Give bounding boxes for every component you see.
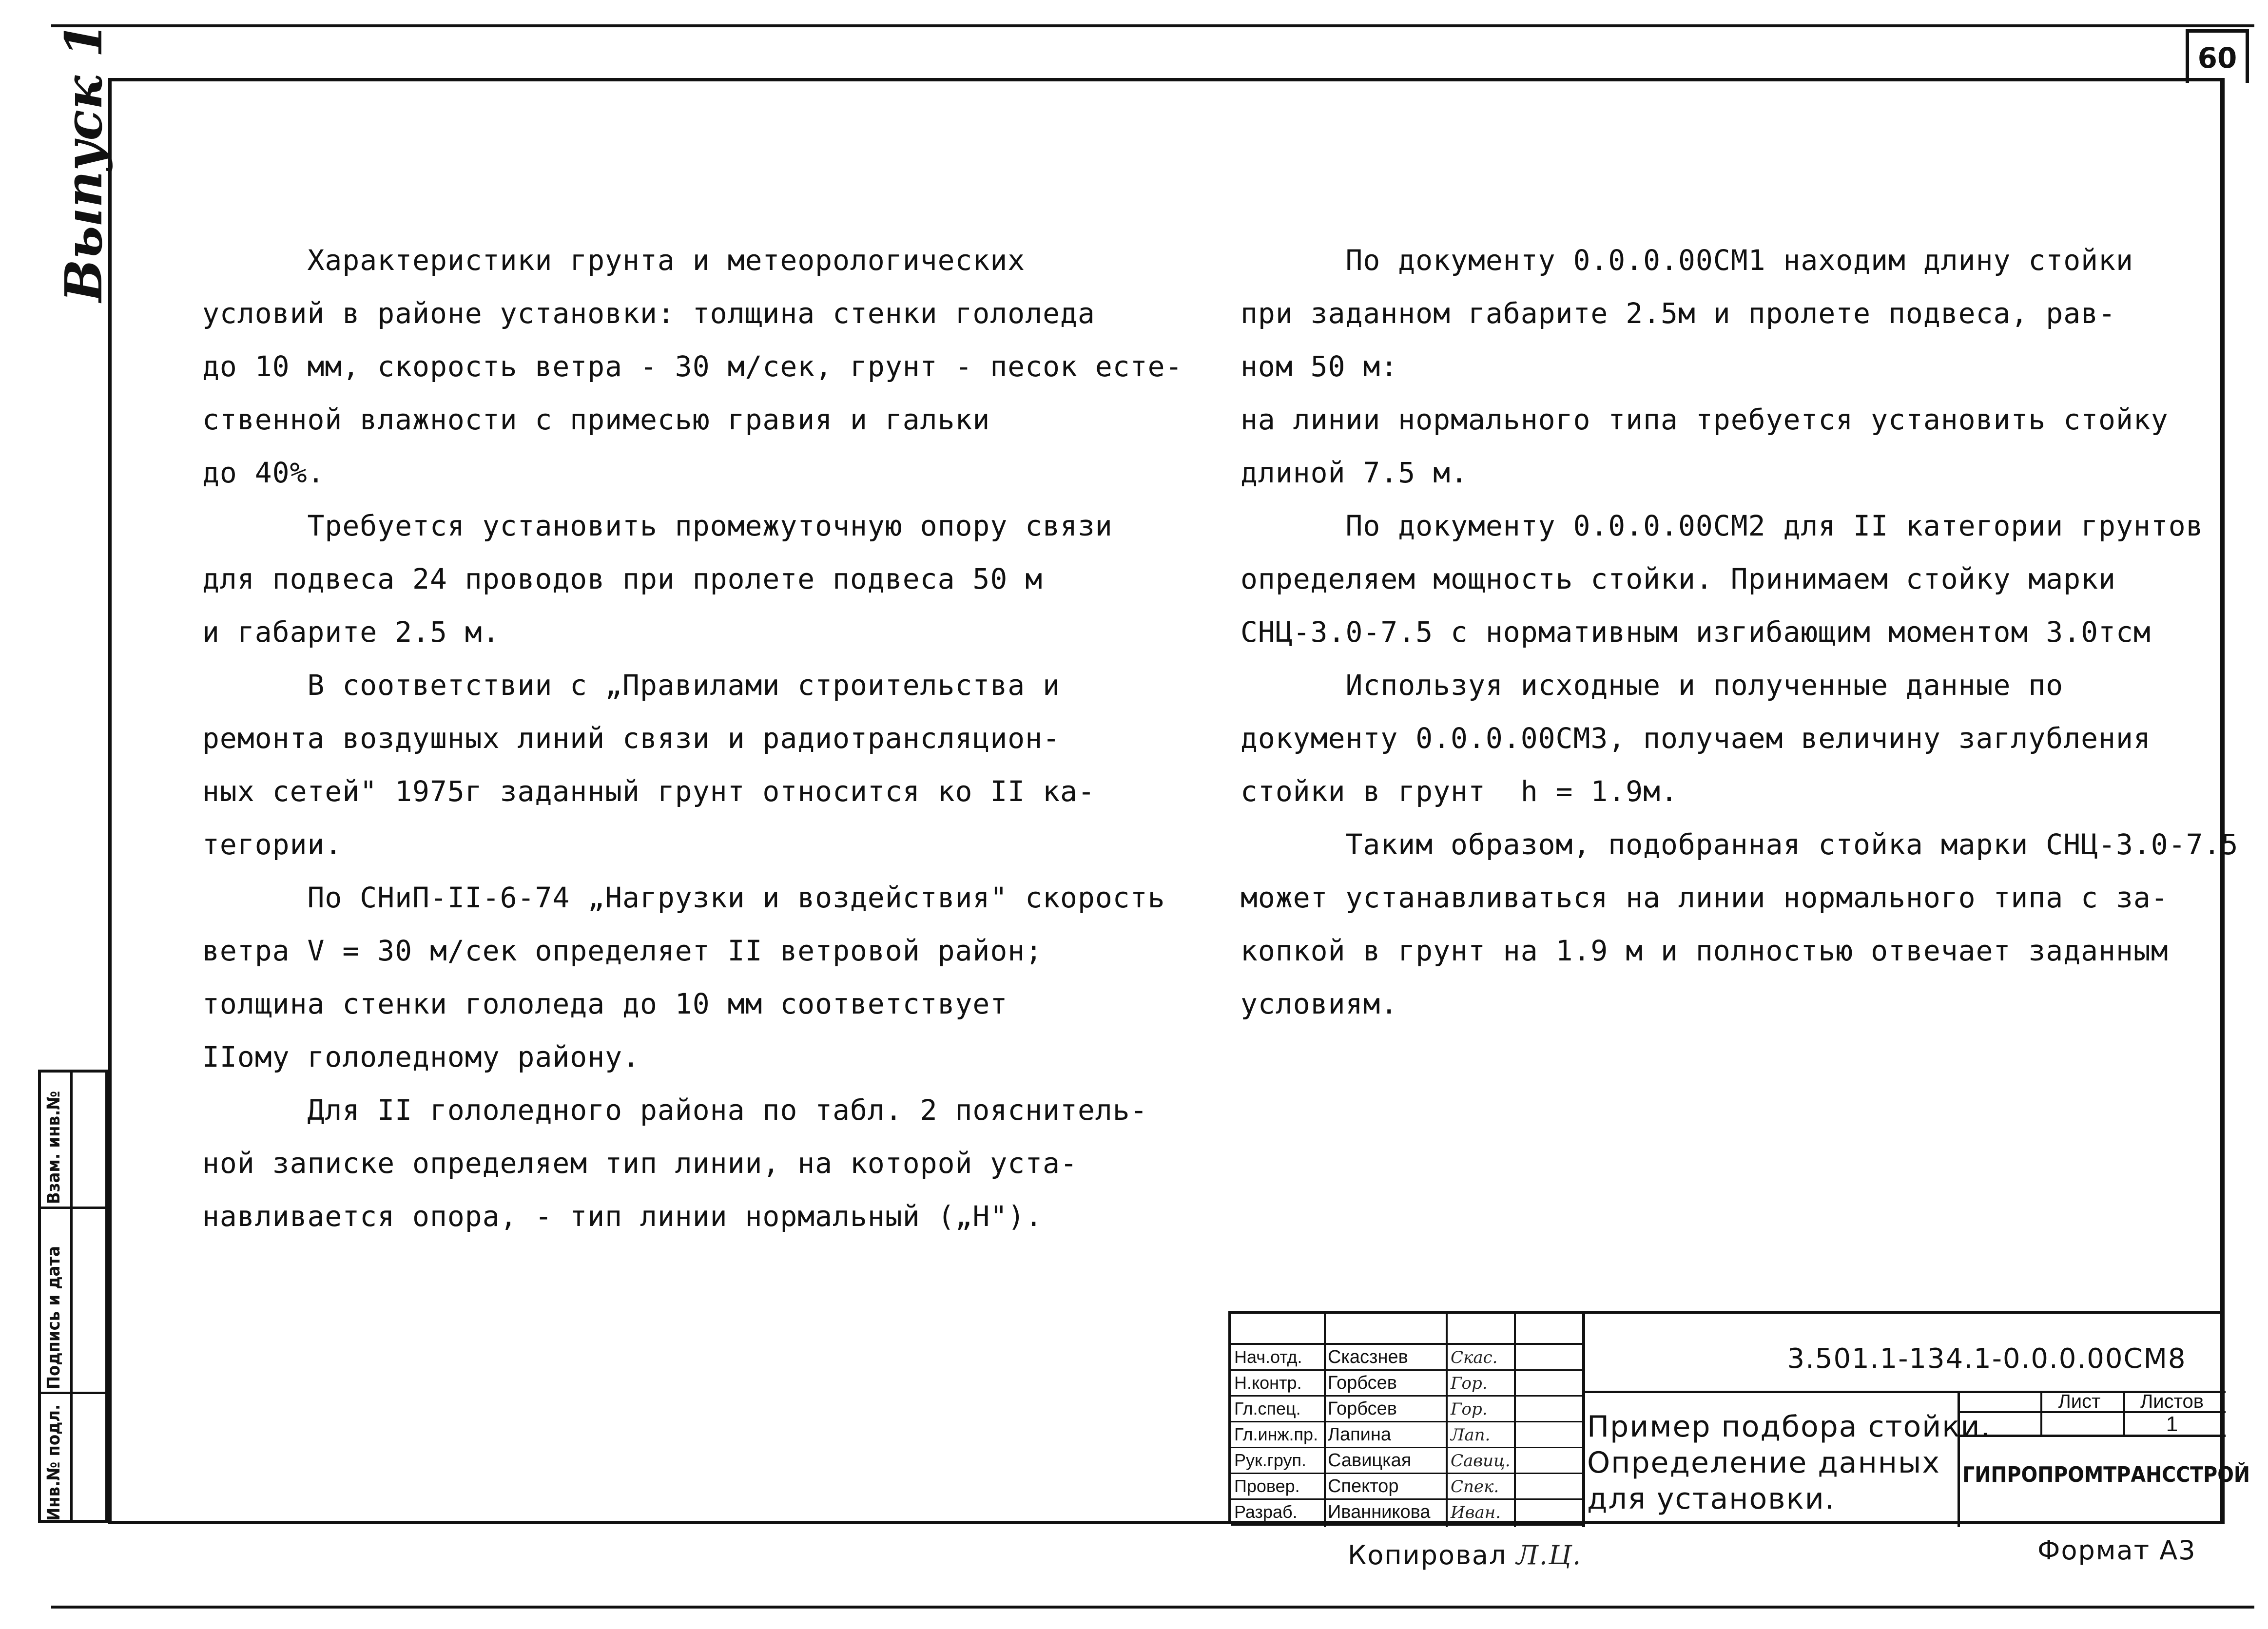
page-number-text: 60 — [2197, 41, 2237, 75]
document-title-line: Пример подбора стойки. — [1587, 1410, 1991, 1444]
document-code: 3.501.1-134.1-0.0.0.00СМ8 — [1787, 1343, 2187, 1375]
organization-name: ГИПРОПРОМТРАНССТРОЙ — [1962, 1462, 2250, 1487]
body-text-line: По СНиП-II-6-74 „Нагрузки и воздействия" скорость — [202, 881, 1165, 914]
role-signature: Иван. — [1451, 1503, 1501, 1522]
role-signature: Савиц. — [1451, 1451, 1511, 1471]
body-text-line: Требуется установить промежуточную опору связи — [202, 509, 1113, 542]
issue-label: Выпуск 1 — [54, 22, 114, 302]
role-signature: Скас. — [1451, 1348, 1498, 1367]
body-text-line: СНЦ-3.0-7.5 с нормативным изгибающим моментом 3.0тсм — [1241, 615, 2151, 649]
body-text-line: По документу 0.0.0.00СМ1 находим длину стойки — [1241, 244, 2133, 277]
role-name: Иванникова — [1328, 1502, 1431, 1522]
body-text-line: тегории. — [202, 828, 343, 861]
top-rule — [51, 24, 2254, 27]
body-right-column — [1241, 234, 2238, 1031]
role-signature: Лап. — [1451, 1425, 1491, 1445]
body-text-line: условиям. — [1241, 987, 1398, 1020]
role-label: Гл.инж.пр. — [1234, 1424, 1318, 1444]
document-title-line: для установки. — [1587, 1482, 1835, 1516]
copied-by-label: Копировал — [1348, 1540, 1507, 1571]
side-stamp-label-inv: Инв.№ подл. — [44, 1404, 64, 1521]
sheets-value: 1 — [2166, 1412, 2178, 1436]
role-name: Горбсев — [1328, 1399, 1397, 1419]
body-text-line: до 40%. — [202, 456, 325, 489]
body-text-line: до 10 мм, скорость ветра - 30 м/сек, грунт - песок есте- — [202, 350, 1183, 383]
body-text-line: длиной 7.5 м. — [1241, 456, 1468, 489]
role-name: Лапина — [1328, 1424, 1391, 1445]
page-number — [2186, 29, 2249, 83]
body-text-line: стойки в грунт h = 1.9м. — [1241, 775, 1678, 808]
body-text-line: IIому гололедному району. — [202, 1040, 640, 1073]
role-label: Нач.отд. — [1234, 1347, 1302, 1367]
body-text-line: документу 0.0.0.00СМ3, получаем величину заглубления — [1241, 722, 2151, 755]
body-text-line: ственной влажности с примесью гравия и гальки — [202, 403, 990, 436]
role-label: Рук.груп. — [1234, 1450, 1307, 1470]
role-name: Скасзнев — [1328, 1347, 1408, 1367]
role-name: Савицкая — [1328, 1450, 1412, 1471]
role-signature: Гор. — [1451, 1374, 1488, 1393]
body-text-line: ной записке определяем тип линии, на которой уста- — [202, 1147, 1078, 1180]
body-text-line: ветра V = 30 м/сек определяет II ветровой район; — [202, 934, 1043, 967]
role-signature: Гор. — [1451, 1399, 1488, 1419]
body-text-line: Для II гололедного района по табл. 2 пояснитель- — [202, 1093, 1148, 1127]
body-text-line: на линии нормального типа требуется установить стойку — [1241, 403, 2169, 436]
role-label: Н.контр. — [1234, 1373, 1302, 1393]
body-text-line: копкой в грунт на 1.9 м и полностью отвечает заданным — [1241, 934, 2169, 967]
body-text-line: Таким образом, подобранная стойка марки СНЦ-3.0-7.5 — [1241, 828, 2239, 861]
sheets-label: Листов — [2140, 1391, 2204, 1412]
body-text-line: Используя исходные и полученные данные по — [1241, 669, 2064, 702]
role-name: Спектор — [1328, 1476, 1399, 1496]
bottom-rule — [51, 1606, 2254, 1609]
body-text-line: Характеристики грунта и метеорологических — [202, 244, 1026, 277]
document-title-line: Определение данных — [1587, 1446, 1940, 1480]
body-text-line: ных сетей" 1975г заданный грунт относится ко II ка- — [202, 775, 1095, 808]
body-text-line: может устанавливаться на линии нормального типа с за- — [1241, 881, 2169, 914]
body-text-line: ном 50 м: — [1241, 350, 1398, 383]
copied-by-signature: Л.Ц. — [1516, 1540, 1582, 1571]
format-label: Формат А3 — [2037, 1535, 2196, 1566]
side-stamp-label-replaced: Взам. инв.№ — [44, 1091, 64, 1204]
role-label: Гл.спец. — [1234, 1399, 1301, 1418]
role-label: Разраб. — [1234, 1502, 1298, 1522]
role-name: Горбсев — [1328, 1373, 1397, 1393]
document-title — [1587, 1409, 1991, 1517]
body-text-line: для подвеса 24 проводов при пролете подвеса 50 м — [202, 562, 1043, 595]
title-block — [1228, 1311, 2250, 1524]
body-text-line: при заданном габарите 2.5м и пролете подвеса, рав- — [1241, 297, 2116, 330]
side-stamp-label-sign: Подпись и дата — [44, 1246, 64, 1389]
role-label: Провер. — [1234, 1476, 1300, 1496]
sheet-label: Лист — [2058, 1391, 2101, 1412]
body-text-line: и габарите 2.5 м. — [202, 615, 500, 649]
body-text-line: навливается опора, - тип линии нормальный („Н"). — [202, 1200, 1043, 1233]
body-text-line: определяем мощность стойки. Принимаем стойку марки — [1241, 562, 2116, 595]
body-text-line: По документу 0.0.0.00СМ2 для II категории грунтов — [1241, 509, 2204, 542]
body-text-line: ремонта воздушных линий связи и радиотрансляцион- — [202, 722, 1061, 755]
body-text-line: В соответствии с „Правилами строительства и — [202, 669, 1061, 702]
role-signature: Спек. — [1451, 1477, 1499, 1496]
body-text-line: условий в районе установки: толщина стенки гололеда — [202, 297, 1095, 330]
body-text-line: толщина стенки гололеда до 10 мм соответствует — [202, 987, 1008, 1020]
body-left-column — [202, 234, 1182, 1243]
copied-by — [1348, 1540, 1582, 1571]
side-stamp — [38, 1070, 108, 1523]
